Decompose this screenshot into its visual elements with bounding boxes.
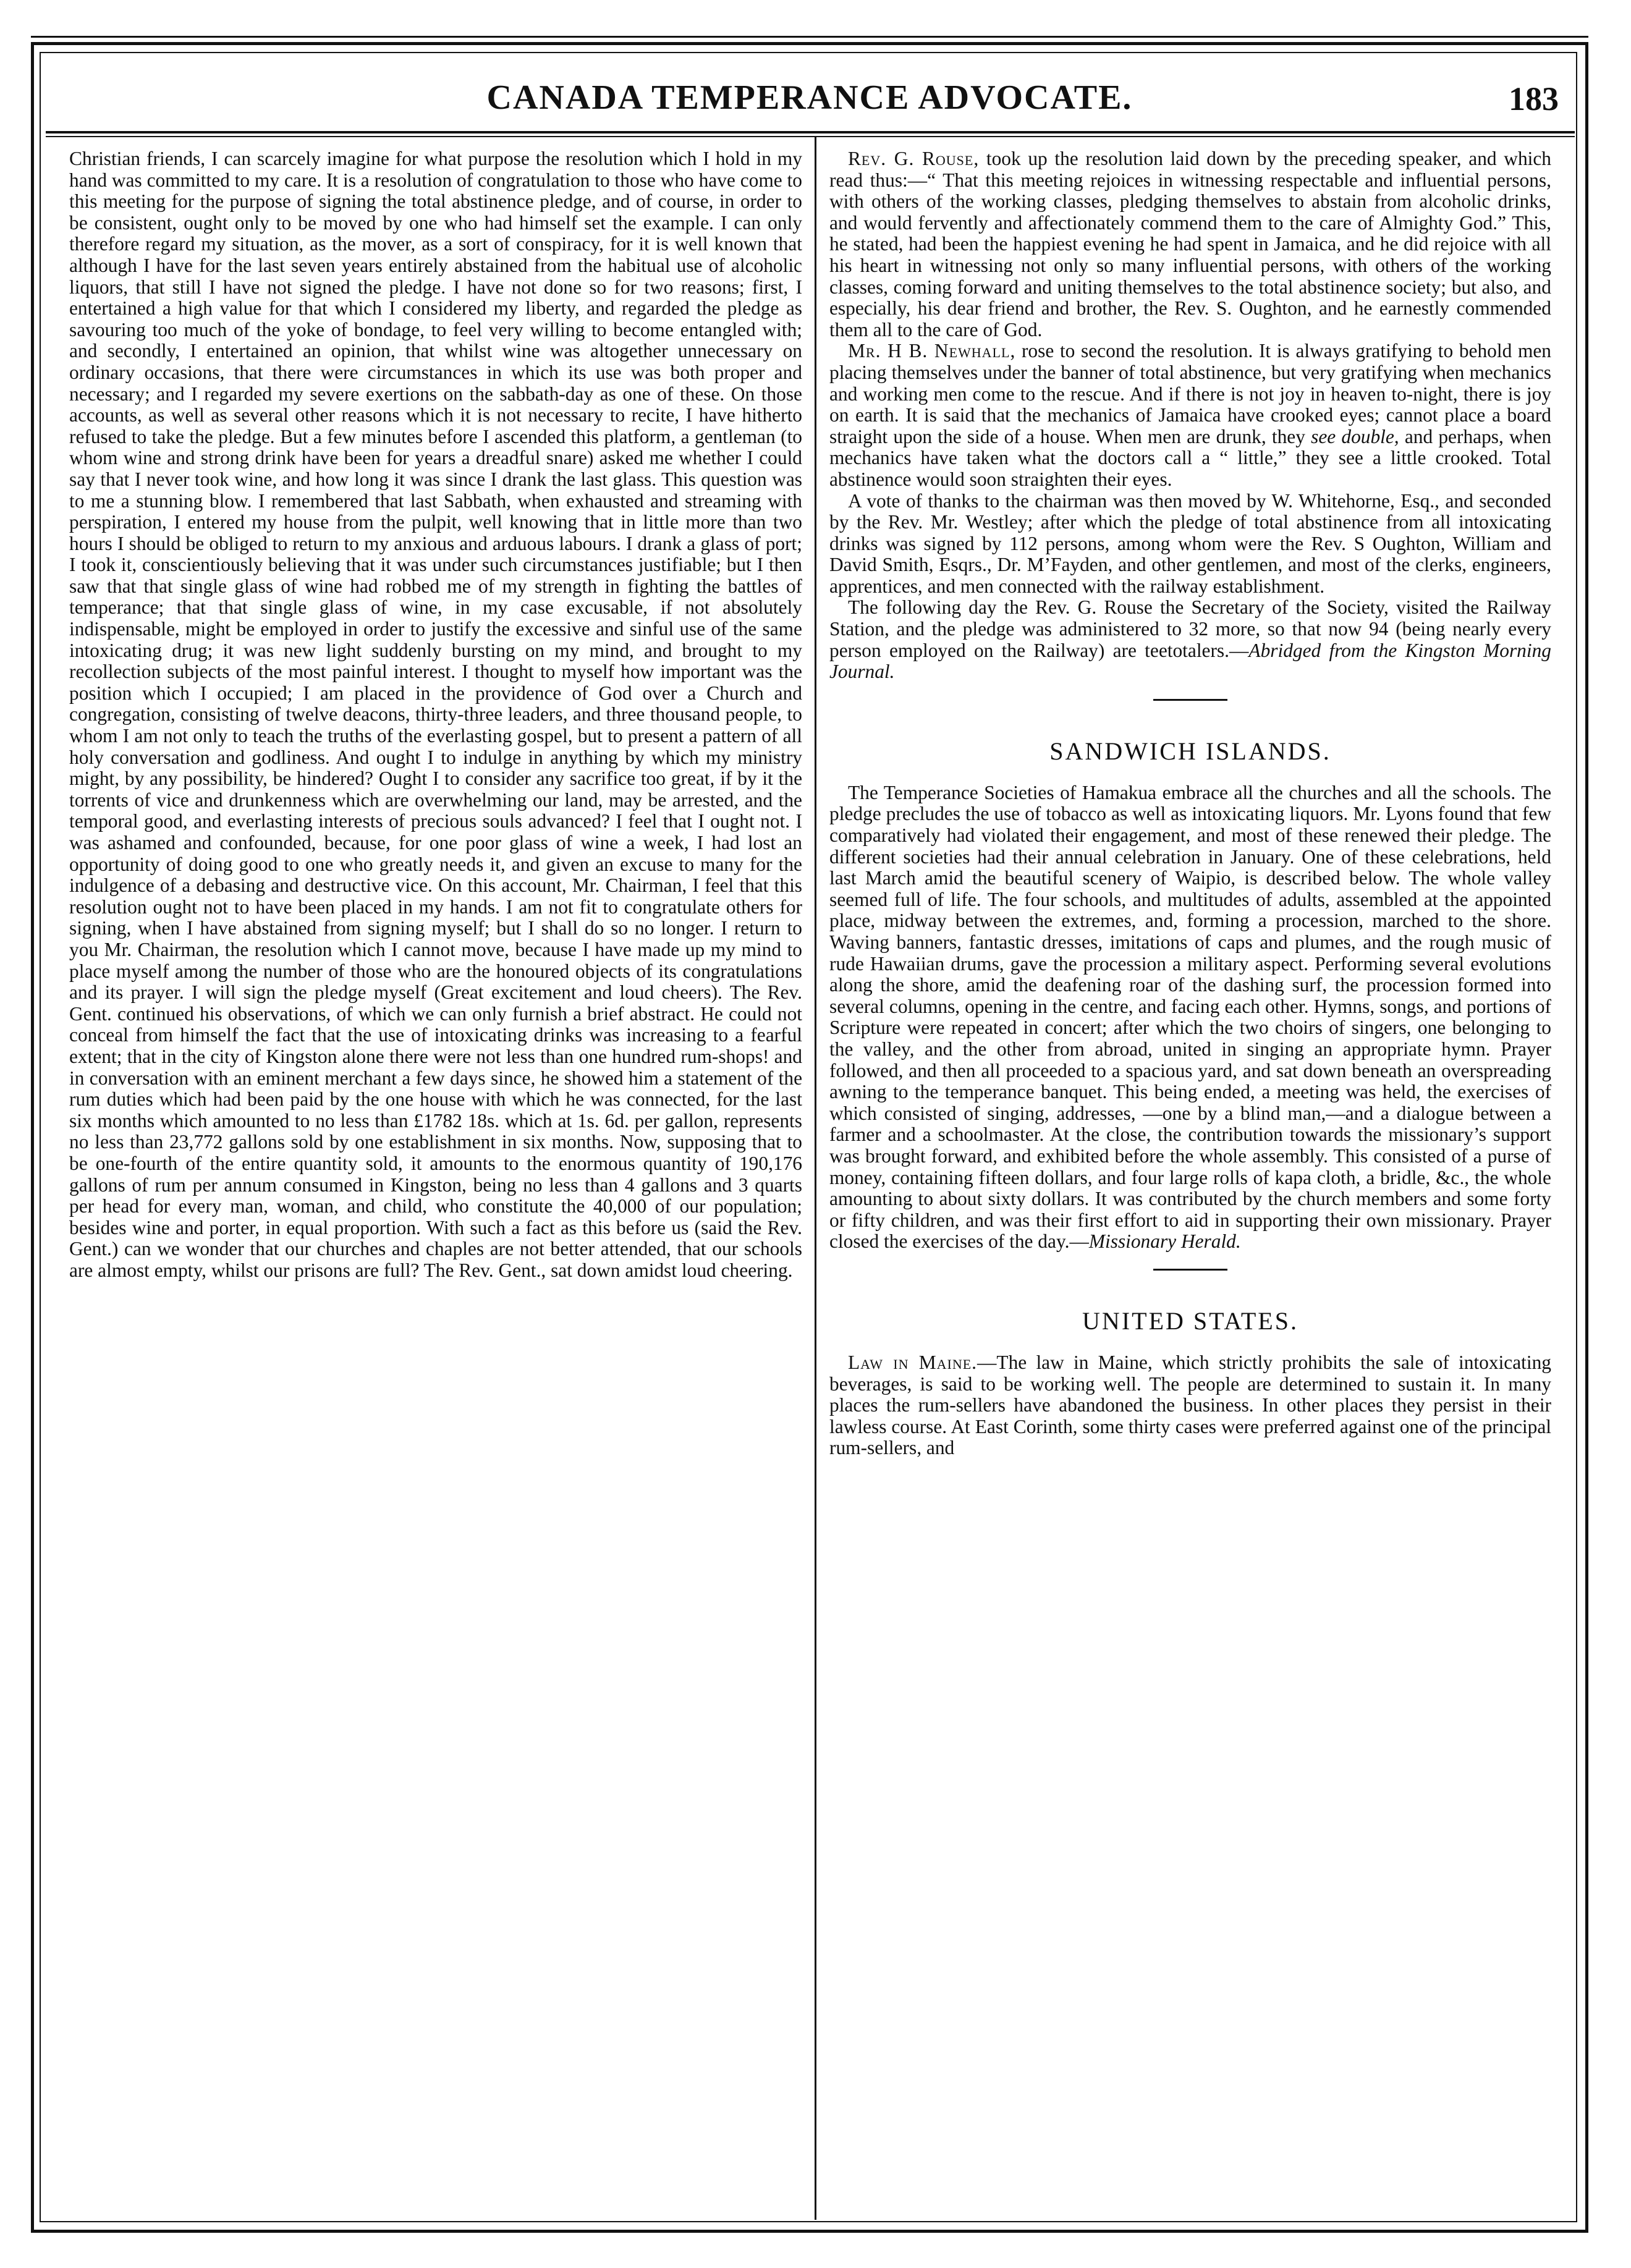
right-column (829, 148, 1551, 1459)
sandwich-islands-article (829, 738, 1551, 1271)
page-number: 183 (1509, 80, 1559, 117)
source-citation: Abridged from the Kingston Morning Journal. (829, 639, 1551, 683)
article-paragraph: Mr. H B. Newhall, rose to second the resolution. It is always gratifying to behold men placing themselves under the banner of total abstinence, but very gratifying when mechanics and working men come to the rescue. And if there is not joy in heaven to-night, there is joy on earth. It is said that the mechanics of Jamaica have crooked eyes; cannot place a board straight upon the side of a house. When men are drunk, they see double, and perhaps, when mechanics have taken what the doctors call a “ little,” they see a little crooked. Total abstinence would soon straighten their eyes. (829, 340, 1552, 490)
running-title: CANADA TEMPERANCE ADVOCATE. (486, 78, 1133, 117)
source-citation: Missionary Herald. (1088, 1230, 1241, 1253)
speaker-name: Mr. H B. Newhall, (848, 340, 1016, 362)
article-paragraph: The Temperance Societies of Hamakua embrace all the churches and all the schools. The pledge precludes the use of tobacco as well as intoxicating liquors. Mr. Lyons found that few comparatively had violated their engagement, and most of these renewed their pledge. The different societies had their annual celebration in January. One of these celebrations, held last March amid the beautiful scenery of Waipio, is described below. The whole valley seemed full of life. The four schools, and multitudes of adults, assembled at the appointed place, midway between the extremes, and, forming a procession, marched to the shore. Waving banners, fantastic dresses, imitations of caps and plumes, and the rough music of rude Hawaiian drums, gave the procession a military aspect. Performing several evolutions along the shore, amid the deafening roar of the dashing surf, the procession formed into several columns, opening in the centre, and facing each other. Hymns, songs, and portions of Scripture were repeated in concert; after which the two choirs of singers, one belonging to the valley, and the other from abroad, united in singing an appropriate hymn. Prayer followed, and then all proceeded to a spacious yard, and sat down beneath an overspreading awning to the temperance banquet. This being ended, a meeting was held, the exercises of which consisted of singing, addresses, —one by a blind man,—and a dialogue between a farmer and a schoolmaster. At the close, the contribution towards the missionary’s support was brought forward, and exhibited before the whole assembly. This consisted of a purse of money, containing fifteen dollars, and four large rolls of kapa cloth, a bridle, &c., the whole amounting to about sixty dollars. It was contributed by the church members and some forty or fifty children, and was their first effort to aid in supporting their own missionary. Prayer closed the exercises of the day.—Missionary Herald. (829, 781, 1551, 1253)
top-rule (31, 36, 1588, 38)
speaker-name: Rev. G. Rouse, (848, 148, 980, 169)
header-rule (46, 131, 1575, 133)
paragraph-lead: Law in Maine. (848, 1351, 978, 1373)
united-states-article (829, 1308, 1551, 1459)
section-rule (1153, 699, 1227, 701)
article-paragraph: The following day the Rev. G. Rouse the Secretary of the Society, visited the Railway Station, and the pledge was administered to 32 more, so that now 94 (being nearly every person employed on the Railway) are teetotalers.—Abridged from the Kingston Morning Journal. (829, 596, 1551, 683)
article-paragraph: Law in Maine.—The law in Maine, which strictly prohibits the sale of intoxicating beverages, is said to be working well. The people are determined to sustain it. In many places the rum-sellers have abandoned the business. In other places they persist in their lawless course. At East Corinth, some thirty cases were preferred against one of the principal rum-sellers, and (829, 1351, 1551, 1459)
page-header (56, 75, 1564, 122)
section-title: UNITED STATES. (1082, 1306, 1298, 1335)
column-divider (815, 137, 816, 2220)
left-column (69, 148, 802, 1281)
section-title: SANDWICH ISLANDS. (1049, 737, 1331, 765)
article-paragraph: A vote of thanks to the chairman was then moved by W. Whitehorne, Esq., and seconded by the Rev. Mr. Westley; after which the pledge of total abstinence from all intoxicating drinks was signed by 112 persons, among whom were the Rev. S Oughton, William and David Smith, Esqrs., Dr. M’Fayden, and other gentlemen, and most of the clerks, engineers, apprentices, and men connected with the railway establishment. (829, 489, 1551, 597)
article-paragraph: Rev. G. Rouse, took up the resolution laid down by the preceding speaker, and which read thus:—“ That this meeting rejoices in witnessing respectable and influential persons, with others of the working classes, pledging themselves to abstain from alcoholic drinks, and would fervently and affectionately commend them to the care of Almighty God.” This, he stated, had been the happiest evening he had spent in Jamaica, and he did rejoice with all his heart in witnessing not only so many influential persons, with others of the working classes, coming forward and uniting themselves to the total abstinence society; but also, and especially, his dear friend and brother, the Rev. S. Oughton, and he earnestly commended them all to the care of God. (829, 148, 1551, 341)
speech-paragraph: Christian friends, I can scarcely imagine for what purpose the resolution which I hold in my hand was committed to my care. It is a resolution of congratulation to those who have come to this meeting for the purpose of signing the total abstinence pledge, and of course, in order to be consistent, ought only to be moved by one who had himself set the example. I can only therefore regard my situation, as the mover, as a sort of conspiracy, for it is well known that although I have for the last seven years entirely abstained from the habitual use of alcoholic liquors, that still I have not signed the pledge. I have not done so for two reasons; first, I entertained a high value for that which I considered my liberty, and regarded the pledge as savouring too much of the yoke of bondage, to feel very willing to become entangled with; and secondly, I entertained an opinion, that whilst wine was altogether unnecessary on ordinary occasions, that there were circumstances in which its use was both proper and necessary; and I regarded my severe exertions on the sabbath-day as one of these. On those accounts, as well as several other reasons which it is not necessary to recite, I have hitherto refused to take the pledge. But a few minutes before I ascended this platform, a gentleman (to whom wine and strong drink have been for years a dreadful snare) asked me whether I could say that I never took wine, and how long it was since I drank the last glass. This question was to me a stunning blow. I remembered that last Sabbath, when exhausted and streaming with perspiration, I entered my house from the pulpit, well knowing that in little more than two hours I should be obliged to return to my anxious and arduous labours. I drank a glass of port; I took it, conscientiously believing that it was under such circumstances justifiable; but I then saw that that single glass of wine had robbed me of my strength in fighting the battles of temperance; that that single glass of wine, in my case excusable, if not absolutely indispensable, might be employed in order to justify the excessive and sinful use of the same intoxicating drug; it was new light suddenly bursting on my mind, and brought to my recollection subjects of the most painful interest. I thought to myself how important was the position which I occupied; I am placed in the providence of God over a Church and congregation, consisting of twelve deacons, thirty-three leaders, and three thousand people, to whom I am not only to teach the truths of the everlasting gospel, but to present a pattern of all holy conversation and godliness. And ought I to indulge in anything by which my ministry might, by any possibility, be hindered? Ought I to consider any sacrifice too great, if by it the torrents of vice and drunkenness which are overwhelming our land, may be arrested, and the temporal good, and everlasting interests of precious souls advanced? I feel that I ought not. I was ashamed and confounded, because, for one poor glass of wine a week, I had lost an opportunity of doing good to one who greatly needs it, and given an excuse to many for the indulgence of a debasing and destructive vice. On this account, Mr. Chairman, I feel that this resolution ought not to have been placed in my hands. I am not fit to congratulate others for signing, when I have abstained from signing myself; but I shall do so no longer. I return to you Mr. Chairman, the resolution which I cannot move, because I have made up my mind to place myself among the number of those who are the honoured objects of its congratulations and its prayer. I will sign the pledge myself (Great excitement and loud cheers). The Rev. Gent. continued his observations, of which we can only furnish a brief abstract. He could not conceal from himself the fact that the use of intoxicating drinks was increasing to a fearful extent; that in the city of Kingston alone there were not less than one hundred rum-shops! and in conversation with an eminent merchant a few days since, he showed him a statement of the rum duties which had been paid by the one house with which he was connected, for the last six months which amounted to no less than £1782 18s. which at 1s. 6d. per gallon, represents no less than 23,772 gallons sold by one establishment in six months. Now, supposing that to be one-fourth of the entire quantity sold, it amounts to the enormous quantity of 190,176 gallons of rum per annum consumed in Kingston, being no less than 4 gallons and 3 quarts per head for every man, woman, and child, who constitute the 40,000 of our population; besides wine and porter, in equal proportion. With such a fact as this before us (said the Rev. Gent.) can we wonder that our churches and chaples are not better attended, that our schools are almost empty, whilst our prisons are full? The Rev. Gent., sat down amidst loud cheering. (69, 148, 802, 1281)
jamaica-article (829, 148, 1551, 701)
section-rule (1153, 1269, 1227, 1271)
header-rule-thin (46, 136, 1575, 137)
